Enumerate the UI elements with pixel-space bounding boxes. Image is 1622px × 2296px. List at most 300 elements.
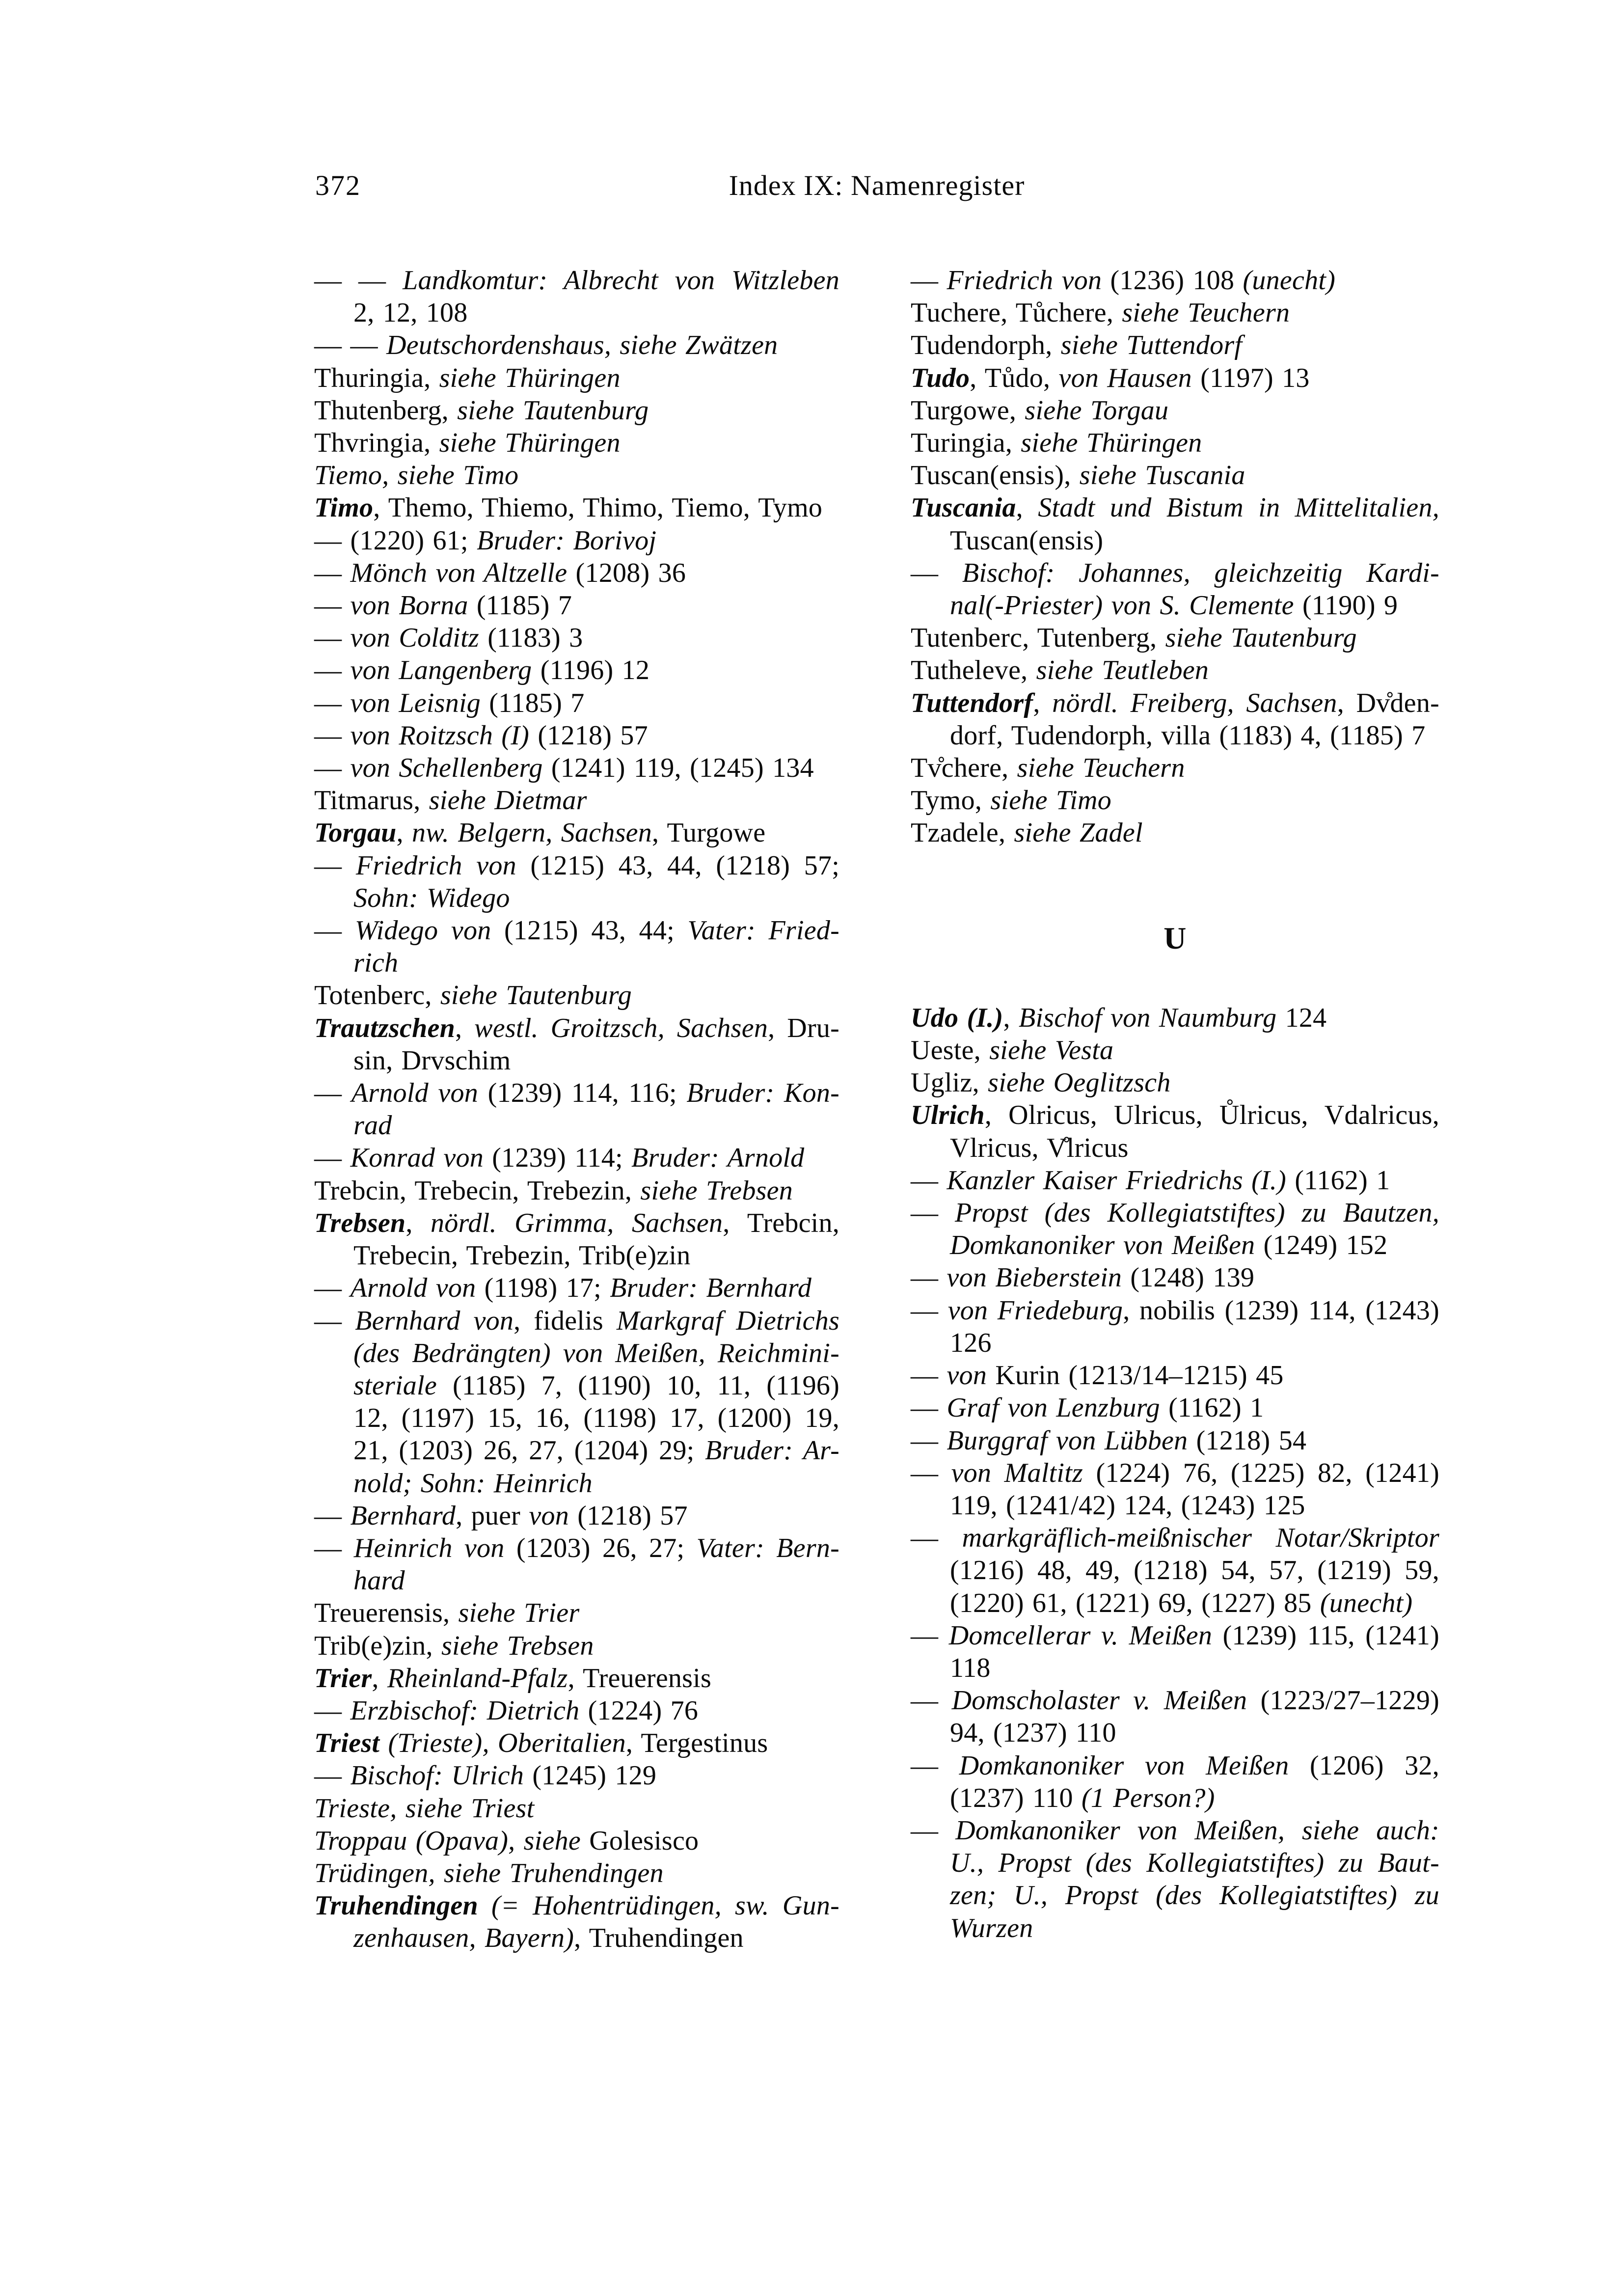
text-segment: nördl. Grimma, Sachsen [430,1207,723,1238]
text-segment: Trautzschen [314,1012,455,1043]
text-segment: — [911,1685,952,1716]
text-segment: — (1220) 61; [314,525,477,556]
text-segment: von Maltitz [951,1457,1096,1488]
text-segment: 124 [1285,1002,1327,1033]
index-line [911,492,1439,524]
text-segment: (1223/27–1229) [1260,1685,1439,1716]
text-segment: Turingia, [911,428,1021,459]
text-segment: nal(-Priester) von S. Clemente [950,590,1302,621]
text-segment: von Friedeburg [947,1295,1123,1326]
index-line [314,1564,839,1597]
index-line [911,557,1439,589]
index-line [314,1695,839,1727]
text-segment: — [911,1198,955,1229]
text-segment: Bruder: Borivoj [477,525,657,556]
text-segment: — [314,1695,351,1726]
text-segment: von Bieberstein [946,1262,1131,1293]
text-segment: (1239) 114; [492,1143,632,1174]
text-segment: Wurzen [950,1913,1033,1943]
index-line [911,752,1439,784]
text-segment: — [314,1500,351,1531]
text-segment: Graf von Lenzburg [946,1393,1169,1423]
index-line [314,849,839,882]
index-line [314,1434,839,1467]
text-segment: Ueste, [911,1035,990,1066]
text-segment: (1198) 17; [484,1273,610,1304]
text-segment: Widego von [354,915,505,946]
text-segment: Kurin (1213/14–1215) 45 [995,1360,1284,1391]
text-segment: nw. Belgern, Sachsen [412,818,652,848]
index-line [911,1847,1439,1879]
text-segment: westl. Groitzsch, Sachsen [474,1012,768,1043]
text-segment: — [314,1273,351,1304]
index-line [314,1532,839,1564]
index-line [314,1175,839,1207]
text-segment: sin, Drvschim [353,1045,511,1076]
index-line [911,817,1439,849]
text-segment: (1162) 1 [1295,1165,1390,1196]
index-line [314,1402,839,1434]
index-line [911,459,1439,492]
text-segment: Bernhard von [355,1305,514,1336]
text-segment: Thutenberg, [314,395,458,426]
index-line [911,1261,1439,1294]
text-segment: Bischof: Johannes, gleichzeitig Kardi- [962,557,1439,588]
text-segment: (1237) 110 [950,1782,1081,1813]
text-segment: Udo (I.) [911,1002,1003,1033]
text-segment: (1216) 48, 49, (1218) 54, 57, (1219) 59, [950,1555,1439,1586]
text-segment: siehe Dietmar [429,785,587,816]
index-line [314,752,839,784]
text-segment: Trib(e)zin, [314,1630,442,1661]
text-segment: (1248) 139 [1130,1262,1255,1293]
text-segment: (1208) 36 [575,557,686,588]
text-segment: , Truhendingen [574,1923,744,1954]
text-segment: Triest [314,1728,388,1759]
index-line [314,1597,839,1629]
text-segment: dorf, Tudendorph, villa (1183) 4, (1185) 7 [950,720,1426,751]
index-line [911,1002,1439,1034]
index-line [314,1337,839,1369]
index-line [911,1294,1439,1327]
index-line [314,719,839,752]
index-line [314,297,839,329]
index-line [314,1792,839,1825]
text-segment: siehe Vesta [989,1035,1114,1066]
index-line [314,947,839,979]
text-segment: — [911,1750,959,1781]
index-line [911,524,1439,557]
text-segment: Troppau (Opava), siehe [314,1825,590,1856]
index-line [314,979,839,1011]
index-line [314,524,839,557]
text-segment: , nobilis (1239) 114, (1243) [1123,1295,1440,1326]
text-segment: (= Hohentrüdingen, sw. Gun- [491,1890,839,1921]
text-segment: Treuerensis, [314,1598,459,1629]
text-segment: (des Bedrängten) von Meißen, Reichmini- [353,1338,839,1368]
index-line [911,1197,1439,1229]
text-segment: — [911,1262,947,1293]
text-segment: — [911,1620,949,1651]
text-segment: 21, (1203) 26, 27, (1204) 29; [353,1435,705,1466]
text-segment: Arnold von [351,1078,488,1109]
text-segment: von Langenberg [350,655,541,686]
text-segment: (1220) 61, (1221) 69, (1227) 85 [950,1587,1320,1618]
left-column [314,264,839,1955]
text-segment: 94, (1237) 110 [950,1718,1116,1749]
index-line [911,719,1439,752]
text-segment: (1245) 129 [532,1760,657,1791]
index-line [911,264,1439,297]
text-segment: — [314,1143,351,1174]
index-line [911,1359,1439,1392]
text-segment: — [314,590,351,621]
index-line [314,1630,839,1662]
index-line [314,589,839,622]
text-segment: — [911,1393,947,1423]
text-segment: , Turgowe [651,818,766,848]
text-segment: , Tergestinus [625,1728,768,1759]
text-segment: Domkanoniker von Meißen [959,1750,1310,1781]
index-line [314,427,839,459]
index-line [314,687,839,719]
index-line [314,329,839,361]
index-line [314,1142,839,1174]
text-segment: Tv̊chere, [911,753,1017,784]
text-segment: , Trebcin, [723,1207,839,1238]
text-segment: (unecht) [1243,265,1336,296]
text-segment: Domscholaster v. Meißen [951,1685,1261,1716]
text-segment: 12, (1197) 15, 16, (1198) 17, (1200) 19, [353,1403,839,1434]
index-line [911,297,1439,329]
text-segment: zen; U., Propst (des Kollegiatstiftes) zu [950,1880,1439,1911]
index-line [911,1457,1439,1489]
text-segment: — [314,687,351,718]
index-line [911,687,1439,719]
text-segment: — [911,557,962,588]
index-line [911,1424,1439,1457]
index-line [911,1164,1439,1197]
index-line [911,362,1439,394]
text-segment: siehe Zadel [1014,818,1143,848]
index-line [314,492,839,524]
index-line [911,1099,1439,1131]
text-segment: (1190) 9 [1302,590,1398,621]
index-line [314,882,839,914]
text-segment: 2, 12, 108 [353,298,468,328]
index-line [314,1207,839,1239]
text-segment: (1162) 1 [1168,1393,1264,1423]
text-segment: von Hausen [1058,362,1201,393]
text-segment: — [911,1523,962,1554]
text-segment: — [911,265,947,296]
text-segment: Markgraf Dietrichs [616,1305,839,1336]
text-segment: Tutenberc, Tutenberg, [911,623,1165,654]
index-line [911,1717,1439,1749]
text-segment: Deutschordenshaus, siehe Zwätzen [386,330,778,361]
text-segment: Turgowe, [911,395,1025,426]
text-segment: Trebecin, Trebezin, Trib(e)zin [353,1240,691,1271]
text-segment: Bischof: Ulrich [350,1760,533,1791]
text-segment: (Trieste), Oberitalien [388,1728,626,1759]
text-segment: Ulrich [911,1100,985,1131]
text-segment: siehe Timo [990,785,1111,816]
text-segment: — [314,1760,351,1791]
index-line [314,817,839,849]
text-segment: Friedrich von [946,265,1110,296]
text-segment: (1239) 114, 116; [487,1078,687,1109]
text-segment: Tuttendorf [911,687,1033,718]
index-line [911,1066,1439,1099]
text-segment: — [314,753,351,784]
text-segment: von Roitzsch (I) [350,720,538,751]
text-segment: — [911,1425,947,1456]
text-segment: — [314,850,356,881]
index-line [911,427,1439,459]
text-segment: Arnold von [350,1273,485,1304]
text-segment: (1 Person?) [1081,1782,1215,1813]
index-line [314,1012,839,1044]
index-line [314,394,839,427]
text-segment: siehe Oeglitzsch [988,1067,1171,1098]
text-segment: Konrad von [350,1143,492,1174]
index-line [314,1889,839,1922]
text-segment: Stadt und Bistum in Mittelitalien, [1038,492,1439,523]
text-segment: Tuscan(ensis), [911,460,1080,491]
index-line [314,264,839,297]
text-segment: siehe Tautenburg [1165,623,1357,654]
text-segment: 119, (1241/42) 124, (1243) 125 [950,1490,1305,1521]
text-segment: Tudo [911,362,970,393]
text-segment: , [455,1012,475,1043]
text-segment: siehe Trier [458,1598,580,1629]
section-heading: U [1163,920,1187,956]
text-segment: Tymo, [911,785,991,816]
index-line [314,1759,839,1792]
index-line [911,622,1439,654]
text-segment: — [314,1532,354,1563]
text-segment: Tiemo, siehe Timo [314,460,519,491]
index-line [911,589,1439,622]
text-segment: Vlricus, V̊lricus [950,1132,1129,1163]
text-segment: (1224) 76, (1225) 82, (1241) [1096,1457,1440,1488]
text-segment: Propst (des Kollegiatstiftes) zu Bautzen, [955,1198,1440,1229]
index-line [314,1727,839,1759]
index-line [911,1782,1439,1814]
index-line [911,1684,1439,1717]
text-segment: Trebcin, Trebecin, Trebezin, [314,1175,641,1206]
text-segment: 126 [950,1327,992,1358]
text-segment: — [911,1165,947,1196]
index-line [911,1619,1439,1652]
text-segment: Vater: Bern- [696,1532,840,1563]
text-segment: Bruder: Arnold [631,1143,805,1174]
index-line [911,1327,1439,1359]
index-line [911,1489,1439,1522]
text-segment: Trieste, siehe Triest [314,1793,535,1824]
index-line [314,1922,839,1954]
text-segment: hard [353,1565,405,1596]
text-segment: Timo [314,492,374,523]
text-segment: , Olricus, Ulricus, Ůlricus, Vdalricus, [984,1100,1439,1131]
index-line [911,1652,1439,1684]
text-segment: rich [353,948,399,979]
index-line [314,784,839,817]
right-column [911,264,1439,1944]
index-line [314,1500,839,1532]
text-segment: — — [314,265,403,296]
text-segment: — [314,623,351,654]
index-line [314,1825,839,1857]
index-line [911,1132,1439,1164]
text-segment: Tudendorph, [911,330,1061,361]
index-line [314,1662,839,1695]
text-segment: 118 [950,1652,991,1683]
text-segment: markgräflich-meißnischer Notar/Skriptor [962,1523,1439,1554]
text-segment: (1206) 32, [1309,1750,1440,1781]
index-line [911,784,1439,817]
text-segment: siehe Thüringen [1021,428,1202,459]
text-segment: siehe Tuttendorf [1060,330,1243,361]
text-segment: Mönch von Altzelle [350,557,576,588]
text-segment: siehe Tautenburg [440,980,632,1011]
index-line [314,1305,839,1337]
index-line [911,394,1439,427]
text-segment: , [406,1207,431,1238]
index-line [911,1229,1439,1261]
text-segment: — [911,1815,956,1846]
text-segment: siehe Teuchern [1122,298,1290,328]
text-segment: Sohn: Widego [353,882,510,913]
text-segment: Tutheleve, [911,655,1036,686]
text-segment: steriale [353,1370,453,1401]
text-segment: — [911,1295,948,1326]
text-segment: siehe Teutleben [1036,655,1209,686]
text-segment: — [314,720,351,751]
index-line [911,1392,1439,1424]
text-segment: (1241) 119, (1245) 134 [551,753,814,784]
text-segment: — [314,1078,351,1109]
text-segment: Truhendingen [314,1890,492,1921]
index-line [314,1044,839,1077]
text-segment: zenhausen, Bayern) [353,1923,574,1954]
text-segment: , Themo, Thiemo, Thimo, Tiemo, Tymo [373,492,823,523]
text-segment: — — [314,330,386,361]
text-segment: , Tůdo, [970,362,1059,393]
text-segment: Thuringia, [314,362,439,393]
text-segment: Tuscan(ensis) [950,525,1104,556]
text-segment: , [396,818,412,848]
text-segment: (1203) 26, 27; [516,1532,697,1563]
text-segment: Titmarus, [314,785,429,816]
text-segment: Trüdingen, siehe Truhendingen [314,1858,664,1888]
text-segment: von [529,1500,578,1531]
index-line [314,622,839,654]
text-segment: siehe Torgau [1025,395,1169,426]
page-header-title: Index IX: Namenregister [729,169,1025,201]
text-segment: — [314,1305,355,1336]
text-segment: Tuscania [911,492,1016,523]
text-segment: Kanzler Kaiser Friedrichs (I.) [946,1165,1295,1196]
text-segment: Domkanoniker von Meißen, siehe auch: [955,1815,1439,1846]
text-segment: Golesisco [589,1825,699,1856]
text-segment: — [314,557,351,588]
text-segment: Thvringia, [314,428,439,459]
index-line [911,1749,1439,1782]
index-line [314,1272,839,1304]
text-segment: Domcellerar v. Meißen [948,1620,1223,1651]
text-segment: — [314,915,355,946]
index-line [314,459,839,492]
text-segment: , [1016,492,1038,523]
text-segment: (1239) 115, (1241) [1222,1620,1439,1651]
text-segment: (1185) 7 [476,590,572,621]
text-segment: Tuchere, Tůchere, [911,298,1122,328]
text-segment: von Leisnig [350,687,489,718]
text-segment: , Dru- [768,1012,839,1043]
text-segment: (1215) 43, 44; [504,915,688,946]
index-line [911,1522,1439,1554]
text-segment: siehe Tautenburg [457,395,649,426]
index-line [911,1554,1439,1586]
text-segment: nold; Sohn: Heinrich [353,1468,593,1499]
text-segment: , [372,1663,387,1694]
text-segment: von Borna [350,590,477,621]
text-segment: (1218) 54 [1196,1425,1307,1456]
text-segment: — [911,1457,951,1488]
page-number: 372 [315,169,361,201]
text-segment: (1215) 43, 44, (1218) 57; [530,850,840,881]
index-line [314,362,839,394]
text-segment: (unecht) [1320,1587,1413,1618]
text-segment: (1183) 3 [487,623,583,654]
text-segment: Rheinland-Pfalz [387,1663,568,1694]
text-segment: (1236) 108 [1110,265,1243,296]
text-segment: Bruder: Ar- [705,1435,840,1466]
index-line [314,1369,839,1402]
index-line [314,1077,839,1109]
index-line [314,654,839,686]
text-segment: Bruder: Kon- [686,1078,839,1109]
text-segment: Erzbischof: Dietrich [350,1695,588,1726]
index-line [911,1034,1439,1066]
index-line [314,914,839,947]
text-segment: siehe Trebsen [640,1175,793,1206]
text-segment: , Dv̊den- [1337,687,1440,718]
index-line [911,654,1439,686]
text-segment: Friedrich von [355,850,531,881]
text-segment: Torgau [314,818,397,848]
text-segment: (1224) 76 [588,1695,699,1726]
text-segment: U., Propst (des Kollegiatstiftes) zu Baut- [950,1848,1439,1879]
text-segment: — [911,1360,947,1391]
index-line [314,1467,839,1500]
text-segment: rad [353,1110,392,1141]
text-segment: Landkomtur: Albrecht von Witzleben [403,265,839,296]
index-line [314,1857,839,1889]
text-segment: Domkanoniker von Meißen [950,1230,1264,1261]
index-line [314,1239,839,1272]
text-segment: , fidelis [514,1305,617,1336]
text-segment: Trier [314,1663,372,1694]
text-segment: Totenberc, [314,980,440,1011]
text-segment: Bischof von Naumburg [1019,1002,1285,1033]
text-segment: Vater: Fried- [687,915,840,946]
text-segment: (1249) 152 [1263,1230,1388,1261]
text-segment: (1185) 7 [489,687,585,718]
text-segment: Bernhard [350,1500,456,1531]
text-segment: , [1033,687,1053,718]
